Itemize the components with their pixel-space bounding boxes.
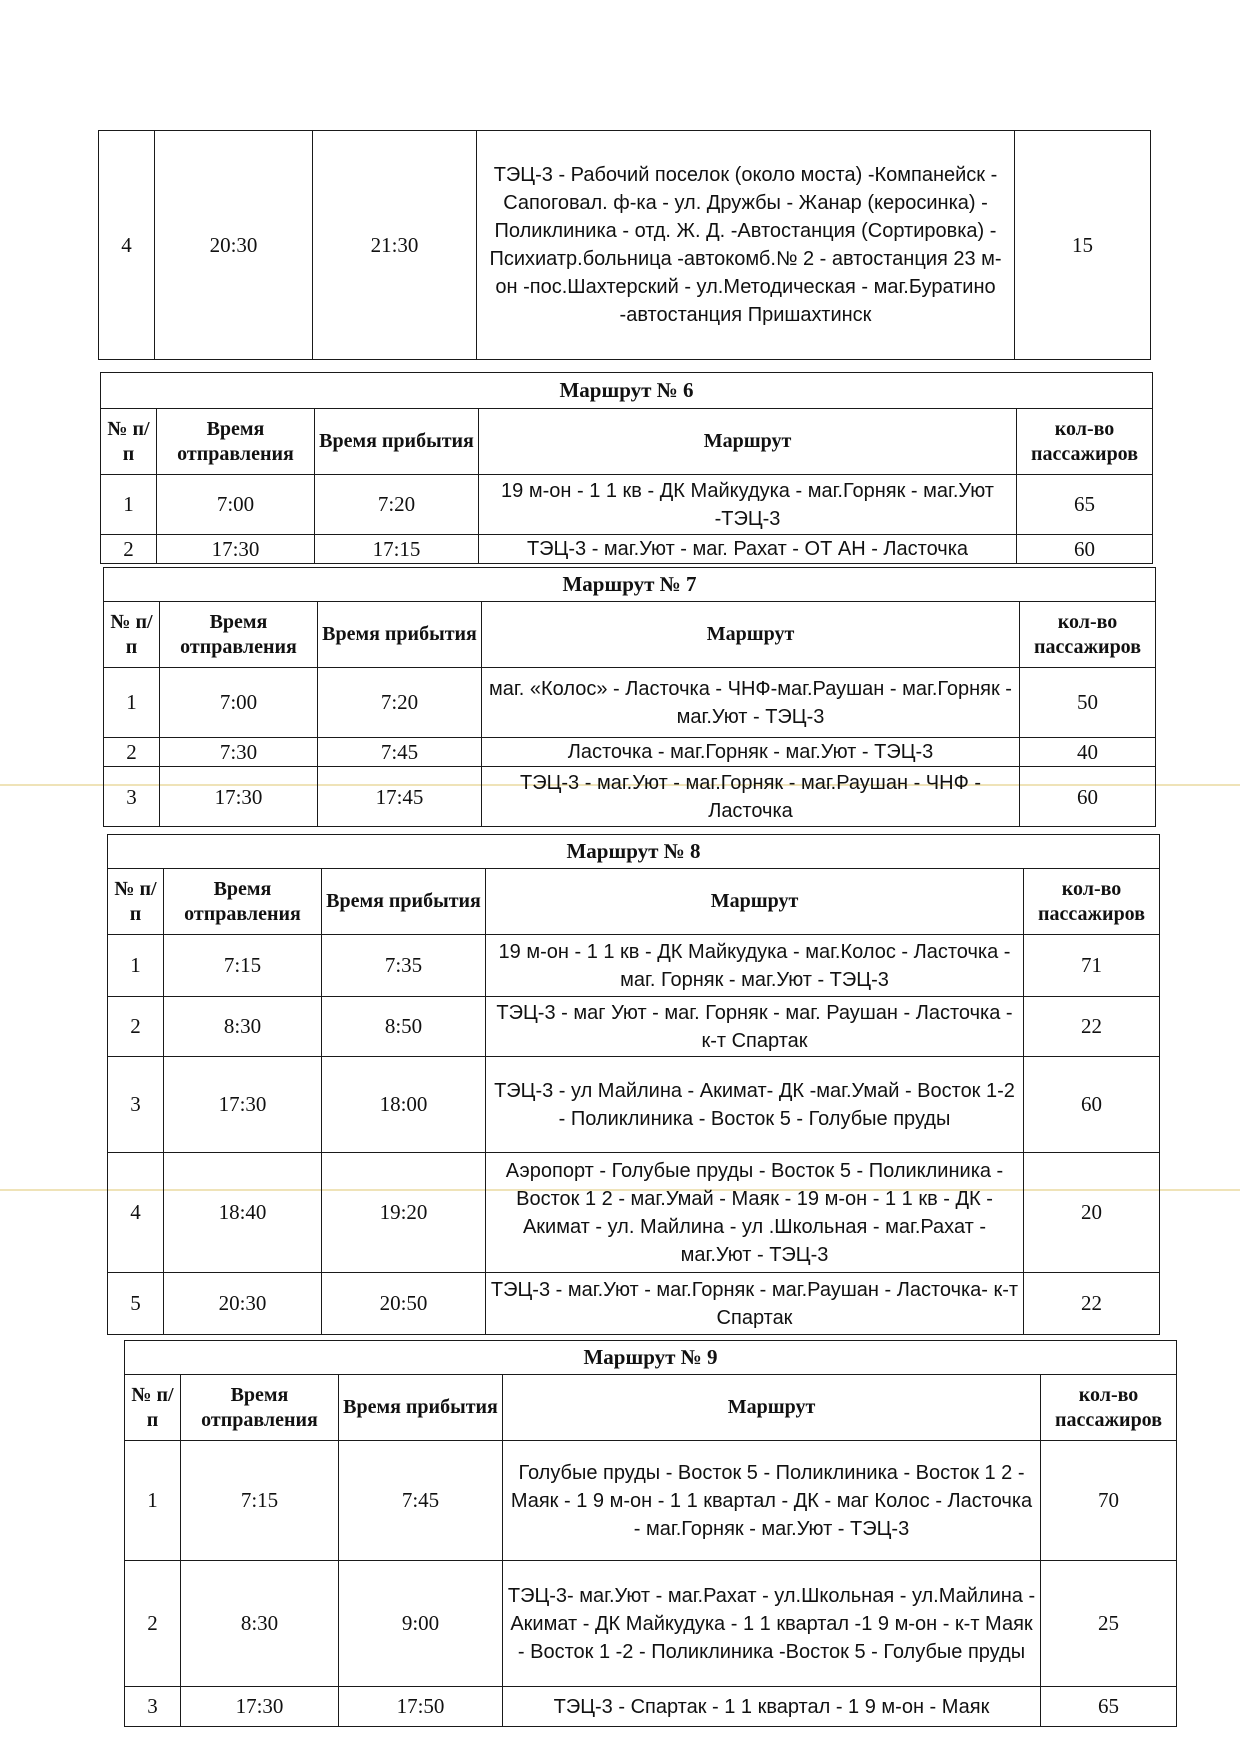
table-row — [108, 1273, 1160, 1335]
departure-time: 7:30 — [160, 738, 318, 767]
column-header-passengers: кол-во пассажиров — [1041, 1375, 1177, 1441]
route-description: 19 м-он - 1 1 кв - ДК Майкудука - маг.Горняк - маг.Уют -ТЭЦ-3 — [479, 475, 1017, 535]
route-table-9 — [124, 1340, 1177, 1727]
header-row — [125, 1375, 1177, 1441]
route-title: Маршрут № 9 — [125, 1341, 1177, 1375]
route-description: ТЭЦ-3- маг.Уют - маг.Рахат - ул.Школьная - ул.Майлина - Акимат - ДК Майкудука - 1 1 квартал -1 9 м-он - к-т Маяк - Восток 1 -2 - Поликлиника -Восток 5 - Голубые пруды — [503, 1561, 1041, 1687]
departure-time: 20:30 — [155, 131, 313, 360]
departure-time: 17:30 — [157, 535, 315, 564]
row-number: 3 — [108, 1057, 164, 1153]
route-description: маг. «Колос» - Ласточка - ЧНФ-маг.Раушан - маг.Горняк - маг.Уют - ТЭЦ-3 — [482, 668, 1020, 738]
row-number: 3 — [104, 767, 160, 827]
header-row — [104, 602, 1156, 668]
row-number: 2 — [125, 1561, 181, 1687]
row-number: 5 — [108, 1273, 164, 1335]
column-header-arrival: Время прибытия — [322, 869, 486, 935]
column-header-number: № п/п — [104, 602, 160, 668]
departure-time: 7:00 — [157, 475, 315, 535]
route-table-fragment — [98, 130, 1151, 360]
table-row — [104, 668, 1156, 738]
table-row — [108, 1057, 1160, 1153]
column-header-arrival: Время прибытия — [315, 409, 479, 475]
column-header-departure: Время отправления — [181, 1375, 339, 1441]
column-header-passengers: кол-во пассажиров — [1017, 409, 1153, 475]
column-header-route: Маршрут — [486, 869, 1024, 935]
column-header-arrival: Время прибытия — [318, 602, 482, 668]
route-table-7 — [103, 567, 1156, 827]
column-header-arrival: Время прибытия — [339, 1375, 503, 1441]
column-header-departure: Время отправления — [157, 409, 315, 475]
route-description: ТЭЦ-3 - Спартак - 1 1 квартал - 1 9 м-он - Маяк — [503, 1687, 1041, 1727]
route-description: Голубые пруды - Восток 5 - Поликлиника - Восток 1 2 - Маяк - 1 9 м-он - 1 1 квартал - ДК - маг Колос - Ласточка - маг.Горняк - маг.Уют - ТЭЦ-3 — [503, 1441, 1041, 1561]
route-description: ТЭЦ-3 - маг.Уют - маг. Рахат - ОТ АН - Ласточка — [479, 535, 1017, 564]
departure-time: 17:30 — [181, 1687, 339, 1727]
route-title: Маршрут № 6 — [101, 373, 1153, 409]
departure-time: 8:30 — [181, 1561, 339, 1687]
table-row — [108, 1153, 1160, 1273]
row-number: 2 — [104, 738, 160, 767]
arrival-time: 19:20 — [322, 1153, 486, 1273]
passenger-count: 20 — [1024, 1153, 1160, 1273]
departure-time: 17:30 — [164, 1057, 322, 1153]
arrival-time: 7:20 — [315, 475, 479, 535]
passenger-count: 70 — [1041, 1441, 1177, 1561]
table-row — [99, 131, 1151, 360]
departure-time: 7:15 — [181, 1441, 339, 1561]
arrival-time: 21:30 — [313, 131, 477, 360]
table-row — [125, 1561, 1177, 1687]
row-number: 1 — [104, 668, 160, 738]
row-number: 4 — [108, 1153, 164, 1273]
arrival-time: 17:45 — [318, 767, 482, 827]
column-header-passengers: кол-во пассажиров — [1020, 602, 1156, 668]
column-header-departure: Время отправления — [164, 869, 322, 935]
departure-time: 17:30 — [160, 767, 318, 827]
route-title: Маршрут № 7 — [104, 568, 1156, 602]
passenger-count: 60 — [1024, 1057, 1160, 1153]
column-header-route: Маршрут — [503, 1375, 1041, 1441]
table-row — [104, 767, 1156, 827]
arrival-time: 8:50 — [322, 997, 486, 1057]
route-description: Ласточка - маг.Горняк - маг.Уют - ТЭЦ-3 — [482, 738, 1020, 767]
departure-time: 8:30 — [164, 997, 322, 1057]
table-row — [104, 738, 1156, 767]
route-description: Аэропорт - Голубые пруды - Восток 5 - Поликлиника - Восток 1 2 - маг.Умай - Маяк - 19 м-он - 1 1 кв - ДК - Акимат - ул. Майлина - ул .Школьная - маг.Рахат - маг.Уют - ТЭЦ-3 — [486, 1153, 1024, 1273]
passenger-count: 60 — [1017, 535, 1153, 564]
row-number: 2 — [101, 535, 157, 564]
passenger-count: 15 — [1015, 131, 1151, 360]
row-number: 4 — [99, 131, 155, 360]
table-row — [125, 1441, 1177, 1561]
header-row — [101, 409, 1153, 475]
passenger-count: 22 — [1024, 997, 1160, 1057]
arrival-time: 9:00 — [339, 1561, 503, 1687]
arrival-time: 18:00 — [322, 1057, 486, 1153]
table-row — [108, 935, 1160, 997]
route-description: ТЭЦ-3 - Рабочий поселок (около моста) -Компанейск - Сапоговал. ф-ка - ул. Дружбы - Жанар (керосинка) - Поликлиника - отд. Ж. Д. -Автостанция (Сортировка) - Психиатр.больница -автокомб.№ 2 - автостанция 23 м-он -пос.Шахтерский - ул.Методическая - маг.Буратино -автостанция Пришахтинск — [477, 131, 1015, 360]
passenger-count: 22 — [1024, 1273, 1160, 1335]
column-header-number: № п/п — [125, 1375, 181, 1441]
row-number: 1 — [125, 1441, 181, 1561]
table-row — [101, 535, 1153, 564]
table-row — [108, 997, 1160, 1057]
passenger-count: 65 — [1041, 1687, 1177, 1727]
route-description: ТЭЦ-3 - маг.Уют - маг.Горняк - маг.Раушан - ЧНФ - Ласточка — [482, 767, 1020, 827]
passenger-count: 40 — [1020, 738, 1156, 767]
column-header-passengers: кол-во пассажиров — [1024, 869, 1160, 935]
arrival-time: 7:45 — [318, 738, 482, 767]
row-number: 3 — [125, 1687, 181, 1727]
passenger-count: 60 — [1020, 767, 1156, 827]
route-description: ТЭЦ-3 - маг.Уют - маг.Горняк - маг.Раушан - Ласточка- к-т Спартак — [486, 1273, 1024, 1335]
departure-time: 7:00 — [160, 668, 318, 738]
departure-time: 18:40 — [164, 1153, 322, 1273]
column-header-number: № п/п — [108, 869, 164, 935]
row-number: 2 — [108, 997, 164, 1057]
route-table-6 — [100, 372, 1153, 564]
passenger-count: 50 — [1020, 668, 1156, 738]
arrival-time: 20:50 — [322, 1273, 486, 1335]
column-header-departure: Время отправления — [160, 602, 318, 668]
table-row — [125, 1687, 1177, 1727]
row-number: 1 — [108, 935, 164, 997]
route-title: Маршрут № 8 — [108, 835, 1160, 869]
arrival-time: 7:20 — [318, 668, 482, 738]
route-description: ТЭЦ-3 - маг Уют - маг. Горняк - маг. Раушан - Ласточка - к-т Спартак — [486, 997, 1024, 1057]
route-table-8 — [107, 834, 1160, 1335]
route-description: ТЭЦ-3 - ул Майлина - Акимат- ДК -маг.Умай - Восток 1-2 - Поликлиника - Восток 5 - Голубые пруды — [486, 1057, 1024, 1153]
header-row — [108, 869, 1160, 935]
arrival-time: 7:35 — [322, 935, 486, 997]
row-number: 1 — [101, 475, 157, 535]
departure-time: 7:15 — [164, 935, 322, 997]
column-header-route: Маршрут — [479, 409, 1017, 475]
column-header-route: Маршрут — [482, 602, 1020, 668]
arrival-time: 17:50 — [339, 1687, 503, 1727]
arrival-time: 17:15 — [315, 535, 479, 564]
passenger-count: 65 — [1017, 475, 1153, 535]
passenger-count: 71 — [1024, 935, 1160, 997]
table-row — [101, 475, 1153, 535]
route-description: 19 м-он - 1 1 кв - ДК Майкудука - маг.Колос - Ласточка - маг. Горняк - маг.Уют - ТЭЦ-3 — [486, 935, 1024, 997]
departure-time: 20:30 — [164, 1273, 322, 1335]
column-header-number: № п/п — [101, 409, 157, 475]
arrival-time: 7:45 — [339, 1441, 503, 1561]
passenger-count: 25 — [1041, 1561, 1177, 1687]
